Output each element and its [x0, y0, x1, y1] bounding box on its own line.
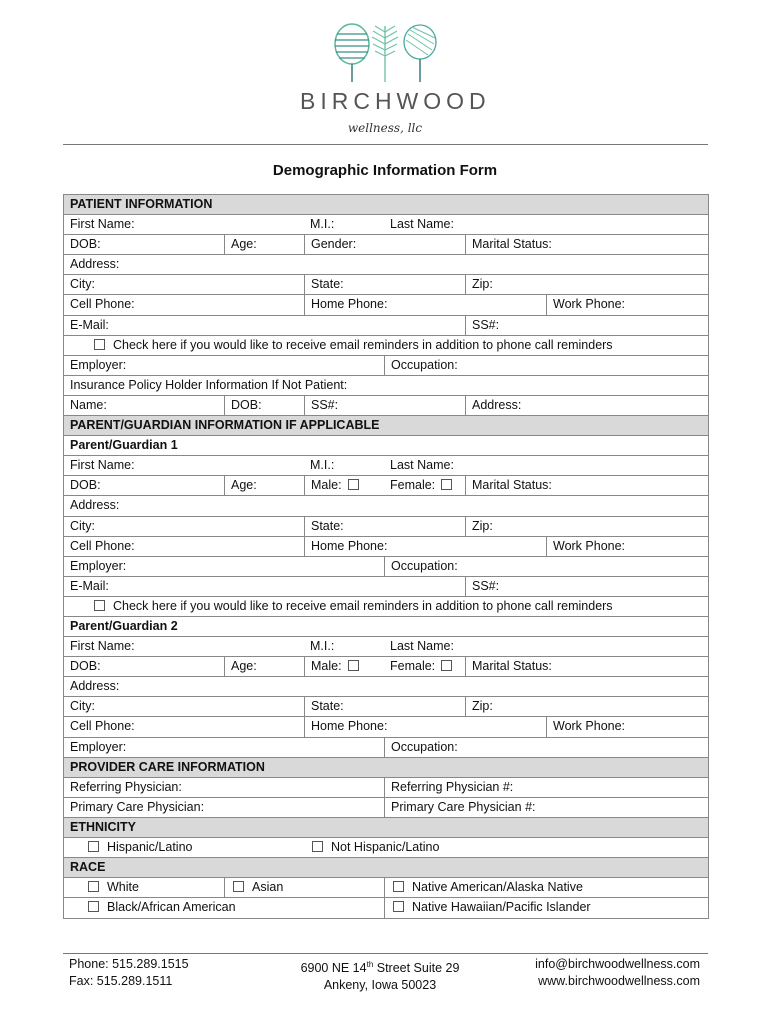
form-row — [64, 456, 708, 476]
section-title: ETHNICITY — [70, 819, 136, 834]
form-row — [64, 838, 708, 858]
form-row — [64, 597, 708, 617]
section-header-patient — [64, 195, 708, 215]
age-field[interactable]: Age: — [224, 235, 304, 254]
form-row — [64, 677, 708, 697]
g2-female-option[interactable] — [384, 657, 465, 676]
checkbox-icon[interactable] — [441, 660, 452, 671]
footer-address — [250, 956, 510, 994]
checkbox-icon[interactable] — [94, 600, 105, 611]
g1-address-field[interactable]: Address: — [70, 498, 120, 513]
home-phone-field[interactable]: Home Phone: — [304, 295, 546, 314]
g2-last-name-field[interactable]: Last Name: — [390, 639, 454, 654]
hispanic-label: Hispanic/Latino — [107, 840, 193, 854]
street-name: Street Suite 29 — [373, 961, 460, 976]
native-american-label: Native American/Alaska Native — [412, 880, 583, 895]
checkbox-icon[interactable] — [88, 881, 99, 892]
form-row — [64, 798, 708, 818]
g1-state-field[interactable]: State: — [304, 517, 465, 536]
g1-employer-field[interactable]: Employer: — [70, 558, 127, 573]
checkbox-icon[interactable] — [393, 901, 404, 912]
g2-cell-phone-field[interactable]: Cell Phone: — [70, 719, 135, 734]
checkbox-icon[interactable] — [233, 881, 244, 892]
guardian-2-title: Parent/Guardian 2 — [70, 618, 178, 633]
hispanic-option[interactable] — [82, 838, 192, 857]
leaf-emblem-icon — [320, 22, 450, 84]
male-label: Male: — [311, 659, 342, 674]
checkbox-icon[interactable] — [348, 660, 359, 671]
not-hispanic-label: Not Hispanic/Latino — [331, 840, 440, 854]
guardian-1-title: Parent/Guardian 1 — [70, 438, 178, 453]
g1-home-phone-field[interactable]: Home Phone: — [304, 537, 546, 556]
header-divider — [63, 144, 708, 145]
not-hispanic-option[interactable] — [306, 838, 439, 857]
female-label: Female: — [390, 478, 436, 493]
holder-ss-field[interactable]: SS#: — [304, 396, 465, 415]
form-row — [64, 295, 708, 315]
g2-marital-status-field[interactable]: Marital Status: — [465, 657, 552, 676]
ordinal-suffix: th — [366, 960, 374, 969]
footer-divider — [63, 953, 708, 954]
g2-male-option[interactable] — [304, 657, 384, 676]
form-row — [64, 557, 708, 577]
form-row — [64, 898, 708, 918]
brand-name: BIRCHWOOD — [300, 88, 491, 114]
g2-work-phone-field[interactable]: Work Phone: — [546, 717, 625, 736]
g1-age-field[interactable]: Age: — [224, 476, 304, 495]
g1-zip-field[interactable]: Zip: — [465, 517, 493, 536]
g1-email-reminder-option[interactable] — [88, 597, 613, 616]
street-address — [250, 956, 510, 977]
form-row — [64, 496, 708, 516]
g2-state-field[interactable]: State: — [304, 697, 465, 716]
checkbox-icon[interactable] — [441, 479, 452, 490]
female-label: Female: — [390, 659, 436, 674]
g2-zip-field[interactable]: Zip: — [465, 697, 493, 716]
demographic-form — [63, 194, 709, 919]
section-title: RACE — [70, 860, 106, 875]
g1-marital-status-field[interactable]: Marital Status: — [465, 476, 552, 495]
g1-cell-phone-field[interactable]: Cell Phone: — [70, 538, 135, 553]
ss-field[interactable]: SS#: — [465, 316, 499, 335]
black-label: Black/African American — [107, 900, 236, 915]
last-name-field[interactable]: Last Name: — [390, 217, 454, 232]
native-american-option[interactable] — [384, 878, 583, 897]
g2-city-field[interactable]: City: — [70, 699, 95, 714]
form-row — [64, 537, 708, 557]
g2-home-phone-field[interactable]: Home Phone: — [304, 717, 546, 736]
g1-dob-field[interactable]: DOB: — [70, 478, 101, 493]
work-phone-field[interactable]: Work Phone: — [546, 295, 625, 314]
birchwood-logo — [300, 22, 491, 135]
email-field[interactable]: E-Mail: — [70, 317, 109, 332]
city-field[interactable]: City: — [70, 277, 95, 292]
marital-status-field[interactable]: Marital Status: — [465, 235, 552, 254]
checkbox-icon[interactable] — [312, 841, 323, 852]
insurance-holder-label: Insurance Policy Holder Information If Not Patient: — [70, 377, 348, 392]
email-reminder-option[interactable] — [88, 336, 613, 355]
guardian-2-title-row — [64, 617, 708, 637]
form-row — [64, 738, 708, 758]
white-label: White — [107, 880, 139, 895]
form-row — [64, 577, 708, 597]
g2-dob-field[interactable]: DOB: — [70, 659, 101, 674]
footer-contact-phones — [69, 956, 189, 990]
checkbox-icon[interactable] — [88, 901, 99, 912]
form-row — [64, 476, 708, 496]
reminder-label: Check here if you would like to receive email reminders in addition to phone call reminders — [113, 337, 613, 352]
address-field[interactable]: Address: — [70, 257, 120, 272]
section-title: PATIENT INFORMATION — [70, 197, 213, 211]
gender-field[interactable]: Gender: — [304, 235, 465, 254]
dob-field[interactable]: DOB: — [70, 237, 101, 252]
city-line: Ankeny, Iowa 50023 — [323, 978, 437, 993]
section-title: PARENT/GUARDIAN INFORMATION IF APPLICABLE — [70, 418, 380, 433]
g1-occupation-field[interactable]: Occupation: — [384, 557, 458, 576]
form-row — [64, 336, 708, 356]
black-option[interactable] — [82, 898, 384, 918]
email-link[interactable]: info@birchwoodwellness.com — [535, 957, 700, 971]
g1-last-name-field[interactable]: Last Name: — [390, 458, 454, 473]
mi-field[interactable]: M.I.: — [310, 217, 335, 232]
form-row — [64, 316, 708, 336]
page-title: Demographic Information Form — [272, 162, 498, 179]
form-row — [64, 376, 708, 396]
holder-dob-field[interactable]: DOB: — [224, 396, 304, 415]
form-row — [64, 517, 708, 537]
form-row — [64, 697, 708, 717]
form-row — [64, 396, 708, 416]
form-row — [64, 215, 708, 235]
referring-physician-field[interactable]: Referring Physician: — [70, 779, 182, 794]
form-row — [64, 235, 708, 255]
guardian-1-title-row — [64, 436, 708, 456]
form-row — [64, 717, 708, 737]
g1-email-field[interactable]: E-Mail: — [70, 578, 109, 593]
g2-first-name-field[interactable]: First Name: — [70, 639, 135, 654]
section-title: PROVIDER CARE INFORMATION — [70, 759, 265, 774]
g1-mi-field[interactable]: M.I.: — [310, 458, 335, 473]
g1-ss-field[interactable]: SS#: — [465, 577, 499, 596]
state-field[interactable]: State: — [304, 275, 465, 294]
form-row — [64, 255, 708, 275]
g1-female-option[interactable] — [384, 476, 465, 495]
form-row — [64, 778, 708, 798]
form-row — [64, 878, 708, 898]
checkbox-icon[interactable] — [94, 339, 105, 350]
section-header-race — [64, 858, 708, 878]
hawaiian-label: Native Hawaiian/Pacific Islander — [412, 900, 591, 915]
footer-online — [535, 956, 700, 990]
first-name-field[interactable]: First Name: — [70, 217, 135, 232]
cell-phone-field[interactable]: Cell Phone: — [70, 297, 135, 312]
male-label: Male: — [311, 478, 342, 493]
g2-address-field[interactable]: Address: — [70, 679, 120, 694]
website-link[interactable]: www.birchwoodwellness.com — [538, 974, 700, 988]
checkbox-icon[interactable] — [393, 881, 404, 892]
g1-city-field[interactable]: City: — [70, 518, 95, 533]
brand-subtitle: wellness, llc — [347, 121, 423, 135]
zip-field[interactable]: Zip: — [465, 275, 493, 294]
primary-physician-number-field[interactable]: Primary Care Physician #: — [384, 798, 536, 817]
employer-field[interactable]: Employer: — [70, 357, 127, 372]
holder-address-field[interactable]: Address: — [465, 396, 521, 415]
form-row — [64, 637, 708, 657]
fax-text: Fax: 515.289.1511 — [69, 974, 173, 988]
form-row — [64, 275, 708, 295]
asian-option[interactable] — [224, 878, 384, 897]
referring-physician-number-field[interactable]: Referring Physician #: — [384, 778, 513, 797]
g2-occupation-field[interactable]: Occupation: — [384, 738, 458, 757]
g2-mi-field[interactable]: M.I.: — [310, 639, 335, 654]
street-number: 6900 NE 14 — [300, 961, 367, 976]
g2-employer-field[interactable]: Employer: — [70, 739, 127, 754]
asian-label: Asian — [252, 880, 284, 895]
section-header-ethnicity — [64, 818, 708, 838]
form-row — [64, 356, 708, 376]
g1-male-option[interactable] — [304, 476, 384, 495]
primary-physician-field[interactable]: Primary Care Physician: — [70, 799, 205, 814]
phone-text: Phone: 515.289.1515 — [69, 957, 189, 971]
checkbox-icon[interactable] — [88, 841, 99, 852]
checkbox-icon[interactable] — [348, 479, 359, 490]
reminder-label: Check here if you would like to receive email reminders in addition to phone call reminders — [113, 598, 613, 613]
white-option[interactable] — [82, 878, 224, 897]
hawaiian-option[interactable] — [384, 898, 591, 918]
form-row — [64, 657, 708, 677]
section-header-provider — [64, 758, 708, 778]
section-header-guardian — [64, 416, 708, 436]
g2-age-field[interactable]: Age: — [224, 657, 304, 676]
g1-work-phone-field[interactable]: Work Phone: — [546, 537, 625, 556]
g1-first-name-field[interactable]: First Name: — [70, 458, 135, 473]
occupation-field[interactable]: Occupation: — [384, 356, 458, 375]
holder-name-field[interactable]: Name: — [70, 397, 107, 412]
